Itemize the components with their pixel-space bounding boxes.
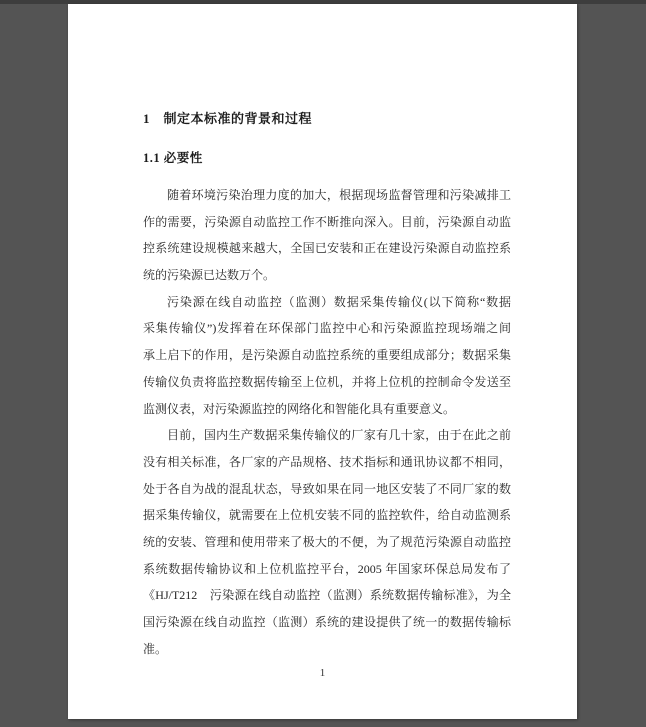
subsection-heading: 1.1 必要性: [143, 151, 203, 165]
text-line: 准。: [143, 641, 168, 656]
text-line: 控系统建设规模越来越大，全国已安装和正在建设污染源自动监控系: [143, 241, 511, 256]
text-line: 传输仪负责将监控数据传输至上位机，并将上位机的控制命令发送至: [143, 374, 511, 389]
paragraph-2: [143, 289, 511, 422]
text-line: 统的污染源已达数万个。: [143, 268, 276, 283]
section-heading: 1 制定本标准的背景和过程: [143, 111, 313, 126]
text-line: 采集传输仪”)发挥着在环保部门监控中心和污染源监控现场端之间: [143, 321, 511, 336]
page-number: 1: [319, 667, 326, 679]
text-line: 作的需要，污染源自动监控工作不断推向深入。目前，污染源自动监: [143, 214, 511, 229]
text-line: 处于各自为战的混乱状态，导致如果在同一地区安装了不同厂家的数: [143, 481, 511, 496]
text-line: 系统数据传输协议和上位机监控平台，2005 年国家环保总局发布了: [143, 561, 511, 576]
text-line: 目前，国内生产数据采集传输仪的厂家有几十家，由于在此之前: [167, 428, 511, 443]
paragraph-3: [143, 422, 511, 662]
text-line: 没有相关标准，各厂家的产品规格、技术指标和通讯协议都不相同，: [143, 454, 511, 469]
paragraph-1: [143, 182, 511, 289]
text-line: 监测仪表，对污染源监控的网络化和智能化具有重要意义。: [143, 401, 456, 416]
document-page: [68, 4, 577, 719]
text-line: 《HJ/T212 污染源在线自动监控（监测）系统数据传输标准》，为全: [143, 588, 511, 603]
document-body: [143, 182, 511, 662]
text-line: 据采集传输仪，就需要在上位机安装不同的监控软件，给自动监测系: [143, 508, 511, 523]
text-line: 承上启下的作用，是污染源自动监控系统的重要组成部分；数据采集: [143, 348, 511, 363]
text-line: 污染源在线自动监控（监测）数据采集传输仪(以下简称“数据: [167, 294, 511, 309]
text-line: 国污染源在线自动监控（监测）系统的建设提供了统一的数据传输标: [143, 615, 511, 629]
text-line: 统的安装、管理和使用带来了极大的不便，为了规范污染源自动监控: [143, 534, 511, 549]
text-line: 随着环境污染治理力度的加大，根据现场监督管理和污染减排工: [167, 188, 511, 202]
